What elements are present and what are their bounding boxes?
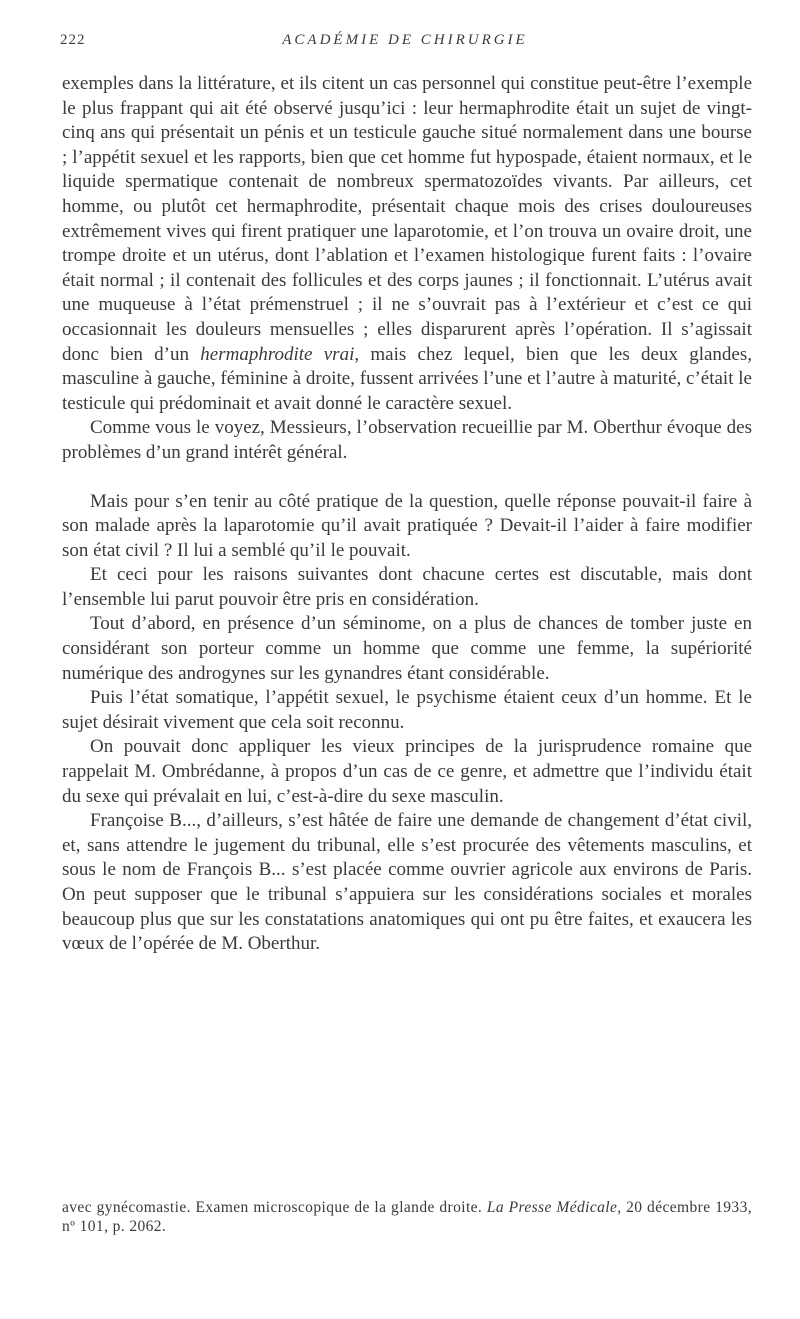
footnote-text (62, 1198, 752, 1236)
running-header (60, 32, 750, 54)
page-number: 222 (60, 32, 86, 48)
footnote (62, 1198, 752, 1236)
paragraph-2: Comme vous le voyez, Messieurs, l’observation recueillie par M. Oberthur évoque des problèmes d’un grand intérêt général. (62, 417, 752, 463)
paragraph-5: Tout d’abord, en présence d’un séminome, on a plus de chances de tomber juste en considérant son porteur comme un homme que comme une femme, la supériorité numérique des androgynes sur les gynandres étant considérable. (62, 613, 752, 684)
paragraph-4: Et ceci pour les raisons suivantes dont chacune certes est discutable, mais dont l’ensemble lui parut pouvoir être pris en considération. (62, 564, 752, 610)
paragraph-3: Mais pour s’en tenir au côté pratique de la question, quelle réponse pouvait-il faire à son malade après la laparotomie qu’il avait pratiquée ? Devait-il l’aider à faire modifier son état civil ? Il lui a semblé qu’il le pouvait. (62, 490, 752, 561)
paragraph-6: Puis l’état somatique, l’appétit sexuel, le psychisme étaient ceux d’un homme. Et le sujet désirait vivement que cela soit reconnu. (62, 687, 752, 733)
paragraph-1 (62, 72, 752, 416)
paragraph-1-text: exemples dans la littérature, et ils citent un cas personnel qui constitue peut-être l’exemple le plus frappant qui ait été observé jusqu’ici : leur hermaphrodite était un sujet de vingt-cinq ans qui présentait un pénis et un testicule gauche situé normalement dans une bourse ; l’appétit sexuel et les rapports, bien que cet homme fut hypospade, étaient normaux, et le liquide spermatique contenait de nombreux spermatozoïdes vivants. Par ailleurs, cet homme, ou plutôt cet hermaphrodite, présentait chaque mois des crises douloureuses extrêmement vives qui firent pratiquer une laparotomie, et l’on trouva un ovaire droit, une trompe droite et un utérus, dont l’ablation et l’examen histologique furent faits : l’ovaire était normal ; il contenait des follicules et des corps jaunes ; il fonctionnait. L’utérus avait une muqueuse à l’état prémenstruel ; il ne s’ouvrait pas à l’extérieur et c’est ce qui occasionnait les douleurs mensuelles ; elles disparurent après l’opération. Il s’agissait donc bien d’un (62, 73, 752, 365)
paragraph-1-end: , mais chez lequel, bien que les deux glandes, masculine à gauche, féminine à droite, fussent arrivées l’une et l’autre à maturité, c’était le testicule qui prédominait et avait donné le caractère sexuel. (62, 343, 752, 414)
footnote-text-end: , 20 décembre 1933, nº 101, p. 2062. (62, 1199, 752, 1235)
paragraph-8: Françoise B..., d’ailleurs, s’est hâtée de faire une demande de changement d’état civil, et, sans attendre le jugement du tribunal, elle s’est procurée des vêtements masculins, et sous le nom de François B... s’est placée comme ouvrier agricole aux environs de Paris. On peut supposer que le tribunal s’appuiera sur les considérations sociales et morales beaucoup plus que sur les constatations anatomiques qui ont pu être faites, et exaucera les vœux de l’opérée de M. Oberthur. (62, 810, 752, 955)
footnote-text-start: avec gynécomastie. Examen microscopique de la glande droite. (62, 1199, 483, 1216)
footnote-journal: La Presse Médicale (486, 1199, 618, 1216)
body-text (62, 72, 752, 957)
running-title: ACADÉMIE DE CHIRURGIE (282, 32, 528, 48)
paragraph-1-italic: hermaphrodite vrai (200, 343, 355, 365)
paragraph-7: On pouvait donc appliquer les vieux principes de la jurisprudence romaine que rappelait M. Ombrédanne, à propos d’un cas de ce genre, et admettre que l’individu était du sexe qui prévalait en lui, c’est-à-dire du sexe masculin. (62, 736, 752, 807)
